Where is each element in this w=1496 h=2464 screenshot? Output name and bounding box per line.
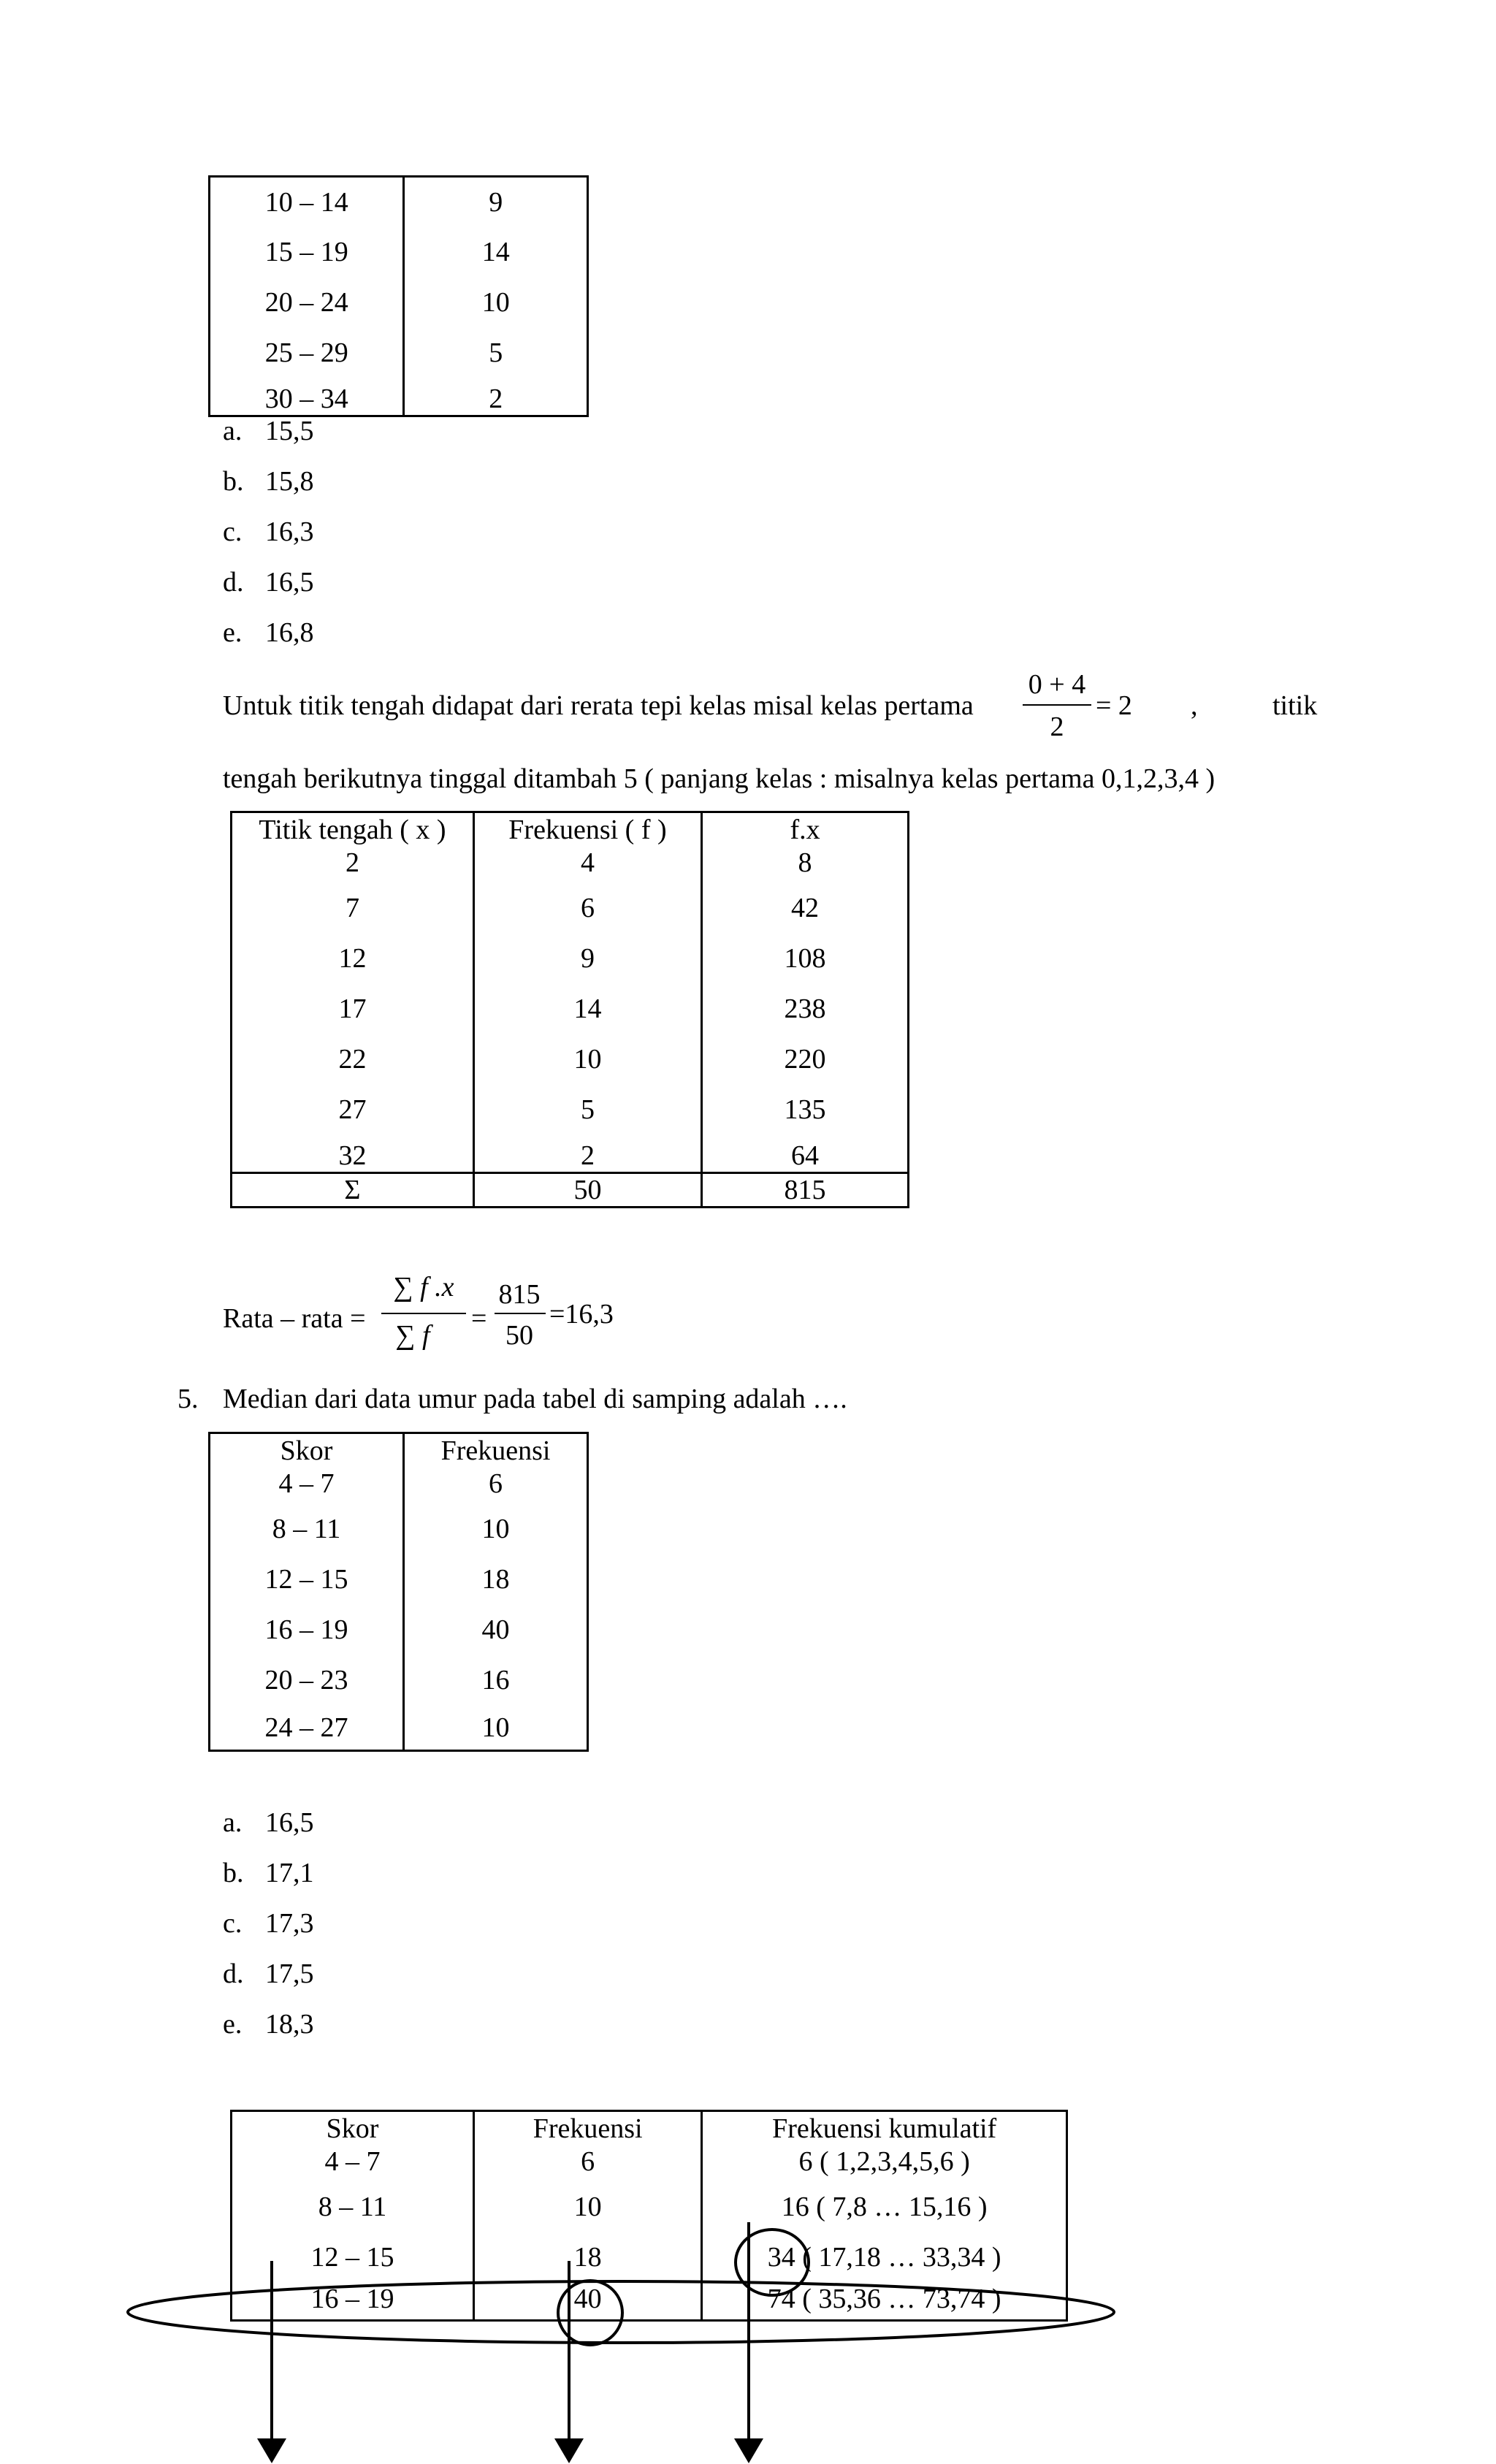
table-cell: 4 – 7 (232, 2145, 474, 2182)
table-row (232, 2182, 1067, 2232)
table-row (210, 328, 588, 378)
table-cell: 15 – 19 (210, 227, 404, 278)
table-cell: 16 – 19 (232, 2283, 474, 2321)
table-cell: 16 ( 7,8 … 15,16 ) (702, 2182, 1067, 2232)
table-cell: 14 (473, 984, 701, 1034)
table-cell: 8 – 11 (210, 1504, 404, 1555)
column-header: Frekuensi ( f ) (473, 812, 701, 847)
question-text: Median dari data umur pada tabel di samping adalah …. (223, 1384, 847, 1414)
table-cell: 18 (473, 2232, 701, 2283)
table-cell: 6 (473, 2145, 701, 2182)
option-letter: b. (223, 1858, 244, 1888)
mean-denominator: ∑ f (395, 1320, 430, 1351)
table-cell: 30 – 34 (210, 378, 404, 416)
table-cell: 10 (404, 278, 588, 328)
mean-label: Rata – rata = (223, 1303, 366, 1334)
table-row (232, 934, 909, 984)
table-cell: 10 – 14 (210, 177, 404, 227)
option-letter: c. (223, 1908, 243, 1939)
fraction-result: = 2 (1096, 690, 1132, 721)
table-row (210, 278, 588, 328)
table-cell: 10 (473, 1034, 701, 1085)
table-cell: 6 ( 1,2,3,4,5,6 ) (702, 2145, 1067, 2182)
table-cell: 12 (232, 934, 474, 984)
table-cell: 220 (702, 1034, 909, 1085)
option-letter: c. (223, 516, 243, 547)
option-text: 16,5 (265, 1807, 314, 1838)
frequency-table-top (208, 175, 589, 417)
option-text: 17,5 (265, 1958, 314, 1989)
table-cell: 42 (702, 883, 909, 934)
table-cell: 32 (232, 1135, 474, 1173)
score-frequency-table (208, 1432, 589, 1752)
table-cell: 4 (473, 847, 701, 883)
answer-option (223, 516, 314, 548)
answer-option (223, 465, 314, 497)
table-total-row (232, 1173, 909, 1208)
column-header: Frekuensi (404, 1433, 588, 1468)
table-row (210, 1504, 588, 1555)
column-header: Skor (232, 2111, 474, 2145)
table-cell: 14 (404, 227, 588, 278)
table-cell: 10 (404, 1504, 588, 1555)
column-header: Frekuensi (473, 2111, 701, 2145)
table-cell: 8 – 11 (232, 2182, 474, 2232)
table-cell: 22 (232, 1034, 474, 1085)
table-cell: 5 (473, 1085, 701, 1135)
arrow-head-right (734, 2438, 763, 2463)
mean-denominator-value: 50 (505, 1320, 533, 1351)
option-letter: b. (223, 466, 244, 497)
fraction-bar (495, 1313, 546, 1314)
table-cell: 6 (404, 1468, 588, 1504)
table-row (232, 847, 909, 883)
total-fx: 815 (702, 1173, 909, 1208)
table-cell: 27 (232, 1085, 474, 1135)
answer-option (223, 1958, 314, 1990)
explanation-tail: titik (1272, 690, 1318, 721)
cumulative-frequency-table (230, 2110, 1068, 2322)
table-row (210, 1706, 588, 1751)
fraction-denominator: 2 (1050, 712, 1064, 742)
table-cell: 238 (702, 984, 909, 1034)
question-number: 5. (178, 1384, 199, 1414)
answer-option (223, 415, 314, 447)
option-text: 15,5 (265, 416, 314, 446)
arrow-head-middle (554, 2438, 584, 2463)
table-row (210, 378, 588, 416)
total-symbol: Σ (232, 1173, 474, 1208)
table-cell: 8 (702, 847, 909, 883)
table-cell: 18 (404, 1555, 588, 1605)
table-cell: 10 (473, 2182, 701, 2232)
table-row (210, 177, 588, 227)
table-cell: 20 – 23 (210, 1655, 404, 1706)
table-row (210, 1605, 588, 1655)
table-cell: 16 (404, 1655, 588, 1706)
column-header: Skor (210, 1433, 404, 1468)
fraction-bar (381, 1313, 466, 1314)
option-letter: e. (223, 617, 243, 648)
table-row (210, 227, 588, 278)
answer-option (223, 617, 314, 649)
option-text: 16,3 (265, 516, 314, 547)
table-header-row (232, 812, 909, 847)
table-cell: 34 ( 17,18 … 33,34 ) (702, 2232, 1067, 2283)
option-letter: d. (223, 1958, 244, 1989)
table-cell: 74 ( 35,36 … 73,74 ) (702, 2283, 1067, 2321)
table-cell: 12 – 15 (232, 2232, 474, 2283)
option-letter: a. (223, 1807, 243, 1838)
table-header-row (232, 2111, 1067, 2145)
column-header: Frekuensi kumulatif (702, 2111, 1067, 2145)
answer-option (223, 1907, 314, 1939)
mean-result: =16,3 (549, 1299, 614, 1330)
table-cell: 2 (404, 378, 588, 416)
table-cell: 135 (702, 1085, 909, 1135)
option-text: 16,8 (265, 617, 314, 648)
answer-option (223, 566, 314, 598)
table-row (232, 1034, 909, 1085)
column-header: Titik tengah ( x ) (232, 812, 474, 847)
table-cell: 2 (232, 847, 474, 883)
explanation-line-1: Untuk titik tengah didapat dari rerata tepi kelas misal kelas pertama (223, 690, 974, 721)
table-cell: 2 (473, 1135, 701, 1173)
mean-numerator-value: 815 (498, 1279, 541, 1310)
option-text: 17,3 (265, 1908, 314, 1939)
explanation-line-2: tengah berikutnya tinggal ditambah 5 ( panjang kelas : misalnya kelas pertama 0,1,2,3,4 ) (223, 763, 1216, 794)
table-cell: 16 – 19 (210, 1605, 404, 1655)
total-frequency: 50 (473, 1173, 701, 1208)
option-text: 17,1 (265, 1858, 314, 1888)
table-row (210, 1468, 588, 1504)
table-row (232, 1135, 909, 1173)
answer-option (223, 2008, 314, 2040)
table-cell: 9 (473, 934, 701, 984)
column-header: f.x (702, 812, 909, 847)
table-row (210, 1655, 588, 1706)
table-row (232, 2283, 1067, 2321)
table-cell: 9 (404, 177, 588, 227)
table-cell: 6 (473, 883, 701, 934)
table-cell: 7 (232, 883, 474, 934)
table-cell: 25 – 29 (210, 328, 404, 378)
option-text: 16,5 (265, 567, 314, 598)
fraction-numerator: 0 + 4 (1028, 669, 1086, 700)
table-cell: 108 (702, 934, 909, 984)
table-row (232, 984, 909, 1034)
table-row (210, 1555, 588, 1605)
table-row (232, 2232, 1067, 2283)
table-cell: 12 – 15 (210, 1555, 404, 1605)
option-letter: a. (223, 416, 243, 446)
mean-numerator: ∑ f .x (393, 1272, 454, 1302)
table-cell: 64 (702, 1135, 909, 1173)
table-cell: 4 – 7 (210, 1468, 404, 1504)
table-row (232, 2145, 1067, 2182)
midpoint-table (230, 811, 909, 1208)
equals-sign: = (471, 1303, 487, 1334)
fraction-bar (1023, 704, 1091, 706)
option-letter: d. (223, 567, 244, 598)
option-text: 15,8 (265, 466, 314, 497)
table-cell: 40 (473, 2283, 701, 2321)
comma: , (1191, 690, 1198, 721)
table-cell: 17 (232, 984, 474, 1034)
table-header-row (210, 1433, 588, 1468)
option-text: 18,3 (265, 2009, 314, 2040)
table-row (232, 1085, 909, 1135)
table-cell: 20 – 24 (210, 278, 404, 328)
option-letter: e. (223, 2009, 243, 2040)
arrow-head-left (257, 2438, 286, 2463)
table-cell: 5 (404, 328, 588, 378)
table-row (232, 883, 909, 934)
answer-option (223, 1857, 314, 1889)
table-cell: 40 (404, 1605, 588, 1655)
table-cell: 24 – 27 (210, 1706, 404, 1751)
table-cell: 10 (404, 1706, 588, 1751)
answer-option (223, 1807, 314, 1839)
